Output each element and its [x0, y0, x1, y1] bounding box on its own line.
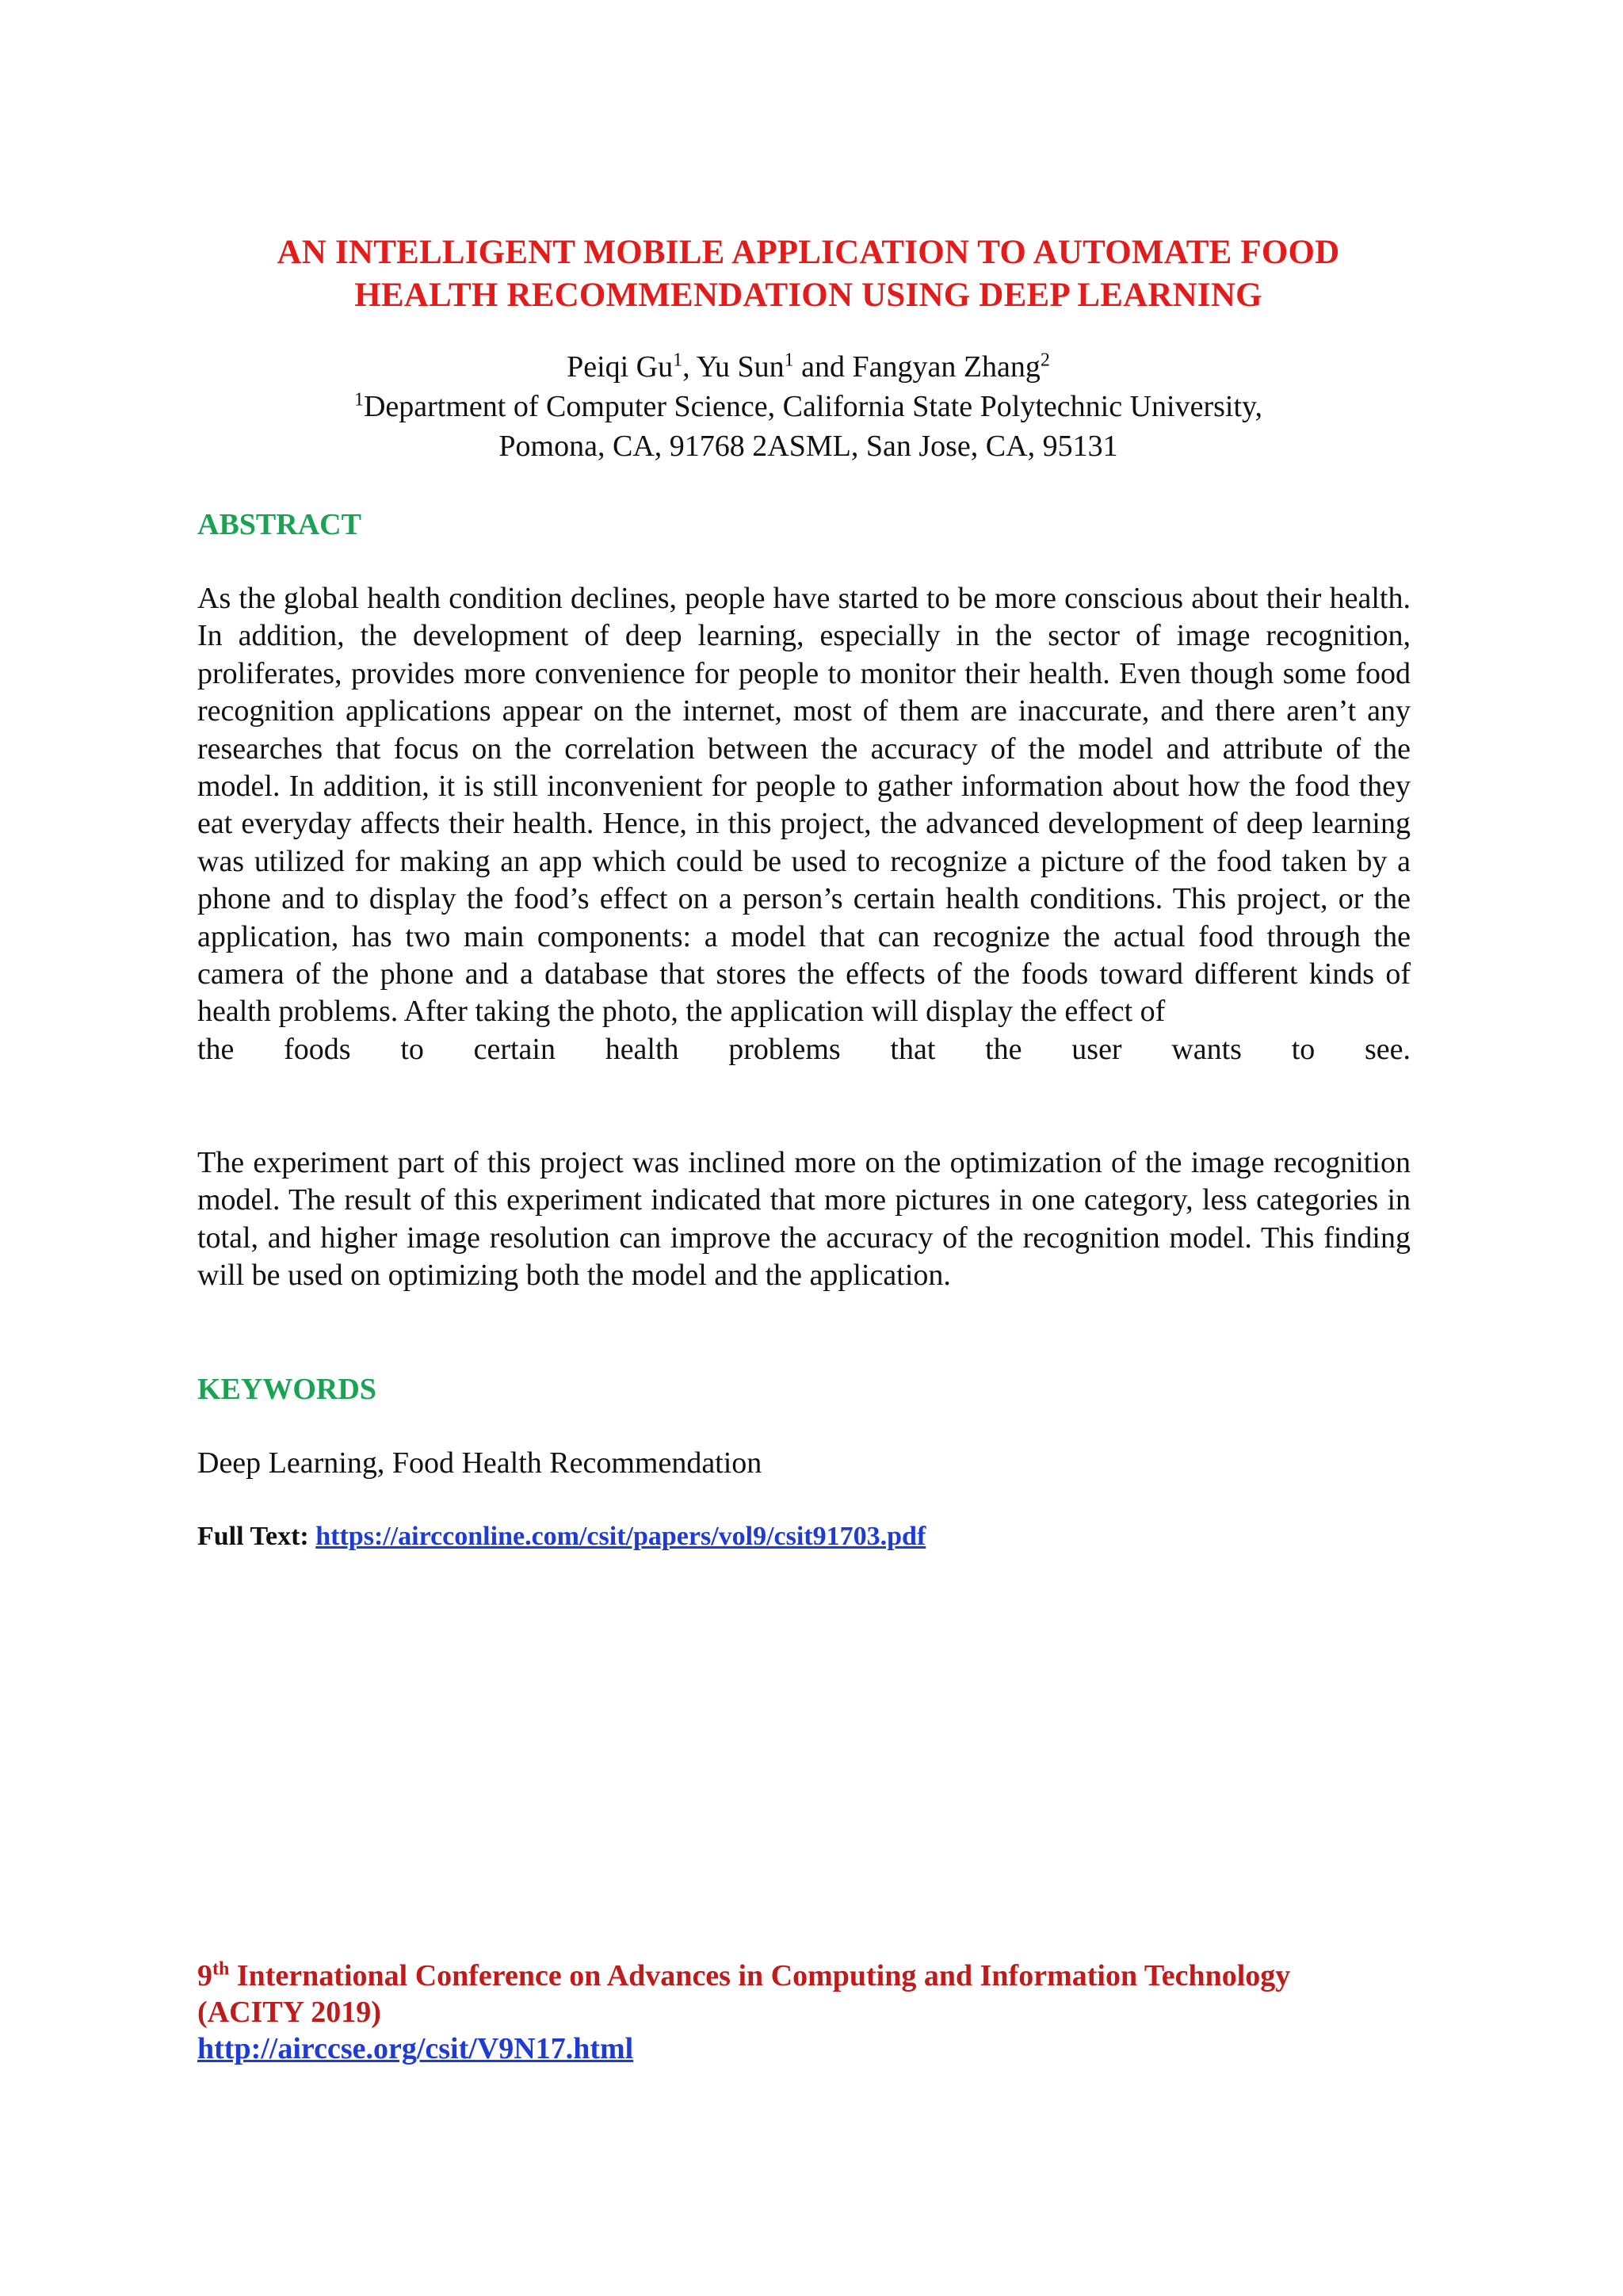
abstract-paragraph-2: The experiment part of this project was inclined more on the optimization of the image recognition model. The result of this experiment indicated that more pictures in one category, less categories in total, and higher image resolution can improve the accuracy of the recognition model. This finding will be used on optimizing both the model and the application.: [197, 1146, 1411, 1293]
author-names: [158, 347, 1458, 387]
author-3-affil: 2: [1040, 350, 1050, 371]
conference-link[interactable]: http://airccse.org/csit/V9N17.html: [197, 2032, 634, 2065]
conference-footer: [197, 1958, 1481, 2067]
full-text-link[interactable]: https://aircconline.com/csit/papers/vol9/csit91703.pdf: [315, 1522, 926, 1551]
full-text-line: [197, 1519, 926, 1554]
abstract-paragraph-1-last-line: the foods to certain health problems that the user wants to see.: [197, 1032, 1411, 1066]
abstract-paragraph-1: [197, 580, 1411, 1068]
keywords-text: Deep Learning, Food Health Recommendation: [197, 1446, 762, 1480]
author-2: Yu Sun: [696, 350, 785, 384]
conference-ordinal: th: [212, 1958, 230, 1980]
affiliation-line-1: [158, 387, 1458, 426]
affiliation-line-2: Pomona, CA, 91768 2ASML, San Jose, CA, 95131: [498, 430, 1118, 463]
conference-number: 9: [197, 1959, 212, 1992]
conference-link-line: [197, 2030, 1481, 2067]
conference-name: [197, 1958, 1481, 1994]
abstract-paragraph-1-text: As the global health condition declines, people have started to be more conscious about their health. In addition, the development of deep learning, especially in the sector of image recognition, proliferates, provides more convenience for people to monitor their health. Even though some food recognition applications appear on the internet, most of them are inaccurate, and there aren’t any researches that focus on the correlation between the accuracy of the model and attribute of the model. In addition, it is still inconvenient for people to gather information about how the food they eat everyday affects their health. Hence, in this project, the advanced development of deep learning was utilized for making an app which could be used to recognize a picture of the food taken by a phone and to display the food’s effect on a person’s certain health conditions. This project, or the application, has two main components: a model that can recognize the actual food through the camera of the phone and a database that stores the effects of the foods toward different kinds of health problems. After taking the photo, the application will display the effect of: [197, 582, 1411, 1029]
affiliation-text: Department of Computer Science, California State Polytechnic University,: [363, 390, 1263, 423]
authors-block: [158, 347, 1458, 466]
title-line-1: AN INTELLIGENT MOBILE APPLICATION TO AUTOMATE FOOD: [277, 234, 1340, 271]
affiliation-marker: 1: [353, 389, 364, 411]
author-3: Fangyan Zhang: [852, 350, 1041, 384]
author-separator: ,: [682, 350, 697, 384]
keywords-heading: KEYWORDS: [197, 1373, 376, 1406]
abstract-heading: ABSTRACT: [197, 508, 361, 541]
author-separator: and: [793, 350, 853, 384]
author-1-affil: 1: [673, 350, 683, 371]
author-2-affil: 1: [784, 350, 794, 371]
conference-title: International Conference on Advances in Computing and Information Technology: [229, 1959, 1291, 1992]
full-text-label: Full Text:: [197, 1522, 316, 1551]
paper-title: [158, 231, 1458, 317]
author-1: Peiqi Gu: [567, 350, 674, 384]
title-line-2: HEALTH RECOMMENDATION USING DEEP LEARNING: [354, 277, 1262, 314]
conference-abbreviation: (ACITY 2019): [197, 1996, 381, 2029]
